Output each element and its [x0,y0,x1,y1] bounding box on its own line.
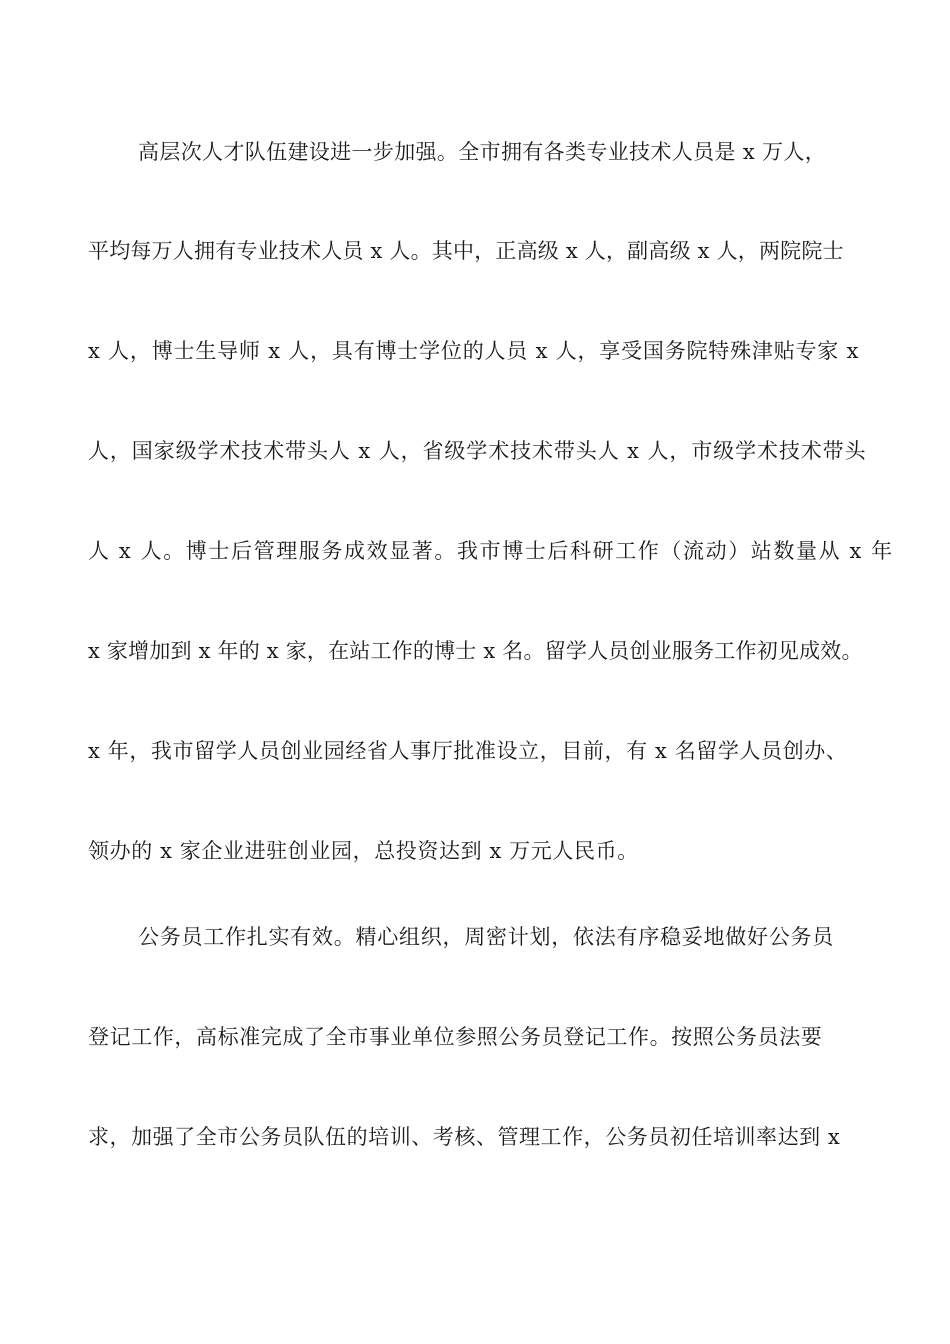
paragraph-line: x 家增加到 x 年的 x 家，在站工作的博士 x 名。留学人员创业服务工作初见成效。 [88,639,863,663]
paragraph-line: 人，国家级学术技术带头人 x 人，省级学术技术带头人 x 人，市级学术技术带头 [88,439,867,463]
paragraph-line: 人 x 人。博士后管理服务成效显著。我市博士后科研工作（流动）站数量从 x 年 [88,539,894,563]
paragraph-line: x 年，我市留学人员创业园经省人事厅批准设立，目前，有 x 名留学人员创办、 [88,739,848,763]
paragraph-line: 高层次人才队伍建设进一步加强。全市拥有各类专业技术人员是 x 万人， [138,140,827,164]
paragraph-line: 公务员工作扎实有效。精心组织，周密计划，依法有序稳妥地做好公务员 [138,925,834,949]
paragraph-line: 登记工作，高标准完成了全市事业单位参照公务员登记工作。按照公务员法要 [88,1025,823,1049]
paragraph-line: 平均每万人拥有专业技术人员 x 人。其中，正高级 x 人，副高级 x 人，两院院士 [88,239,844,263]
paragraph-line: x 人，博士生导师 x 人，具有博士学位的人员 x 人，享受国务院特殊津贴专家 x [88,339,860,363]
paragraph-line: 求，加强了全市公务员队伍的培训、考核、管理工作，公务员初任培训率达到 x [88,1125,841,1149]
paragraph-line: 领办的 x 家企业进驻创业园，总投资达到 x 万元人民币。 [88,839,639,863]
